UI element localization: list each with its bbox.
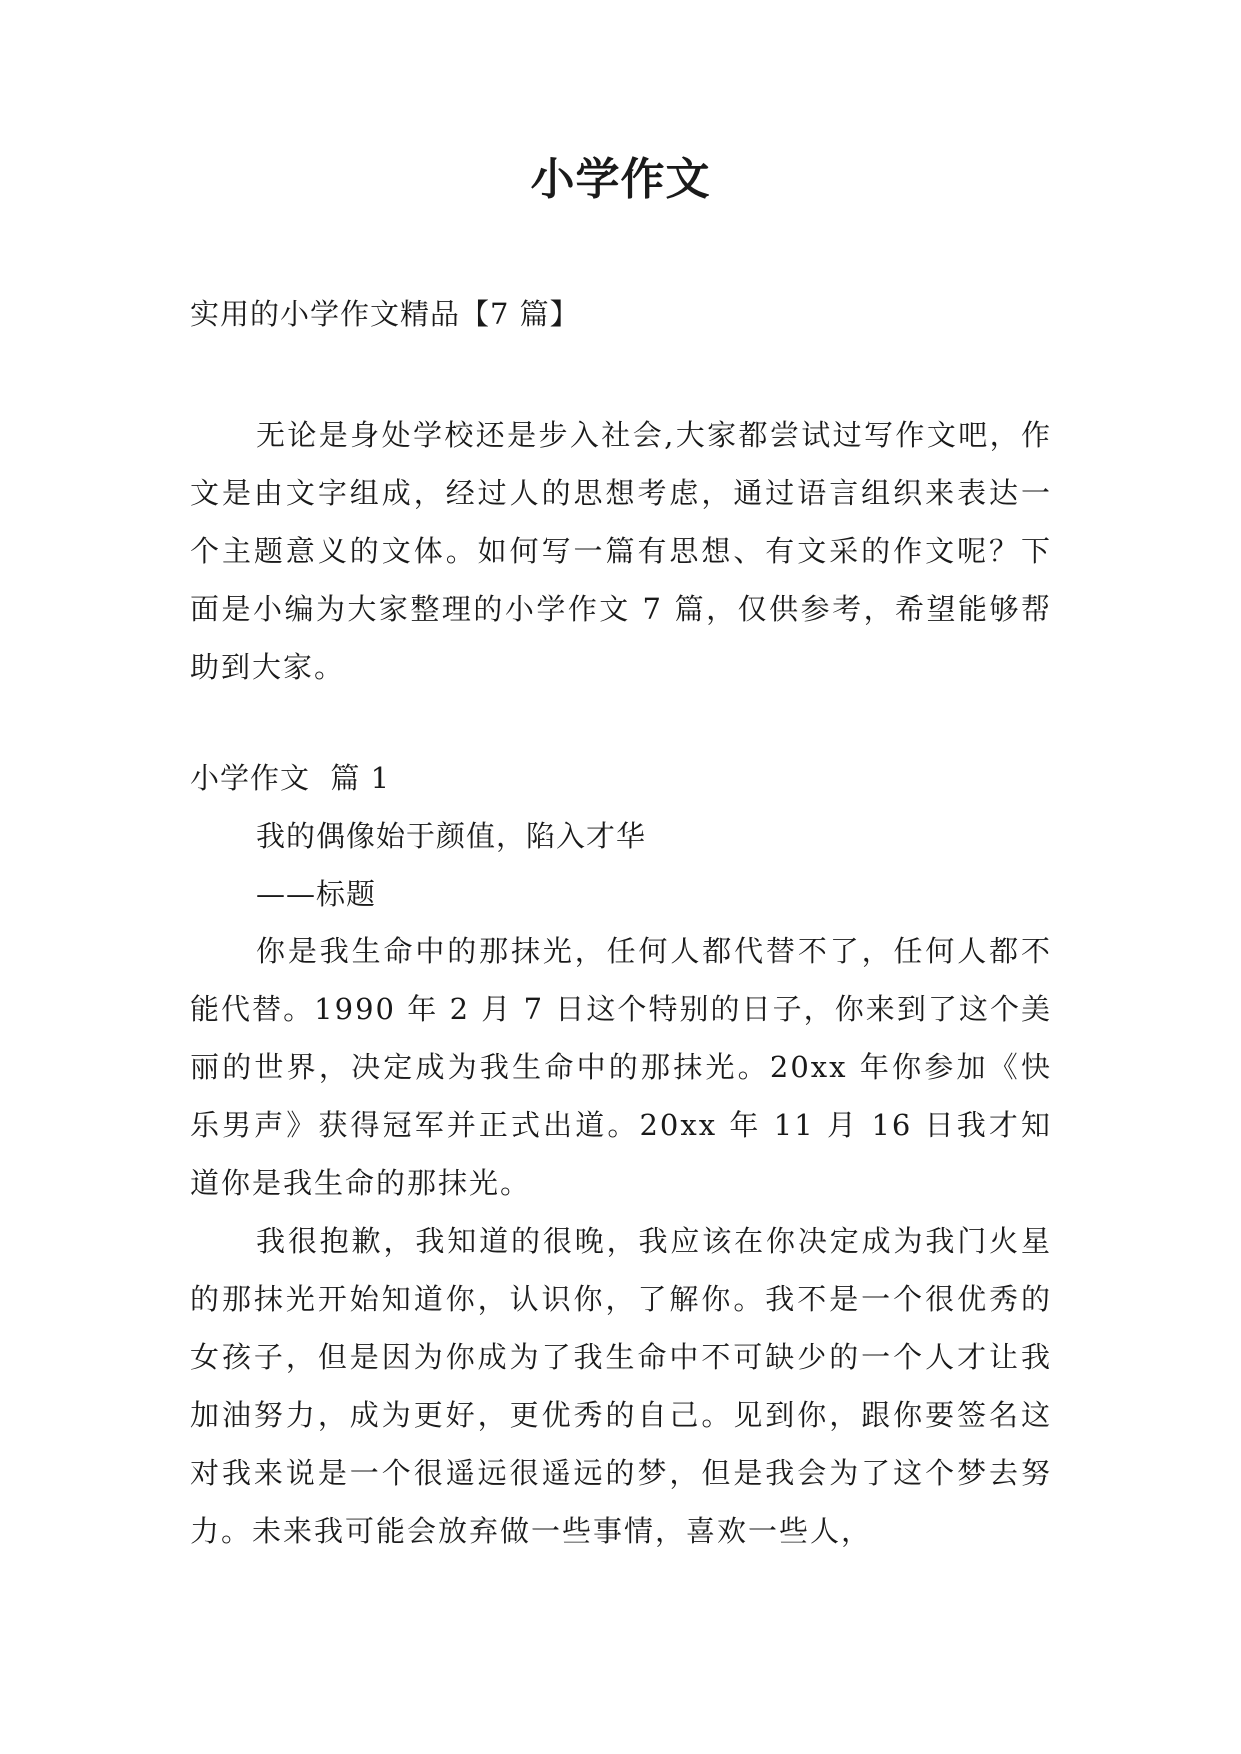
essay-subtitle: ——标题 [256,877,377,911]
body-paragraph: 你是我生命中的那抹光，任何人都代替不了，任何人都不能代替。1990 年 2 月 7 日这个特别的日子，你来到了这个美丽的世界，决定成为我生命中的那抹光。20xx 年你参加《快乐男声》获得冠军并正式出道。20xx 年 11 月 16 日我才知道你是我生命的那抹光。 [190,934,1052,1200]
document-subtitle: 实用的小学作文精品【7 篇】 [190,297,580,331]
intro-paragraph: 无论是身处学校还是步入社会,大家都尝试过写作文吧，作文是由文字组成，经过人的思想考虑，通过语言组织来表达一个主题意义的文体。如何写一篇有思想、有文采的作文呢？下面是小编为大家整理的小学作文 7 篇，仅供参考，希望能够帮助到大家。 [190,418,1052,684]
document-title: 小学作文 [530,154,711,205]
essay-title: 我的偶像始于颜值，陷入才华 [256,819,647,853]
body-paragraph: 我很抱歉，我知道的很晚，我应该在你决定成为我门火星的那抹光开始知道你，认识你，了解你。我不是一个很优秀的女孩子，但是因为你成为了我生命中不可缺少的一个人才让我加油努力，成为更好，更优秀的自己。见到你，跟你要签名这对我来说是一个很遥远很遥远的梦，但是我会为了这个梦去努力。未来我可能会放弃做一些事情，喜欢一些人， [190,1224,1052,1548]
section-heading: 小学作文 篇 1 [190,761,391,795]
